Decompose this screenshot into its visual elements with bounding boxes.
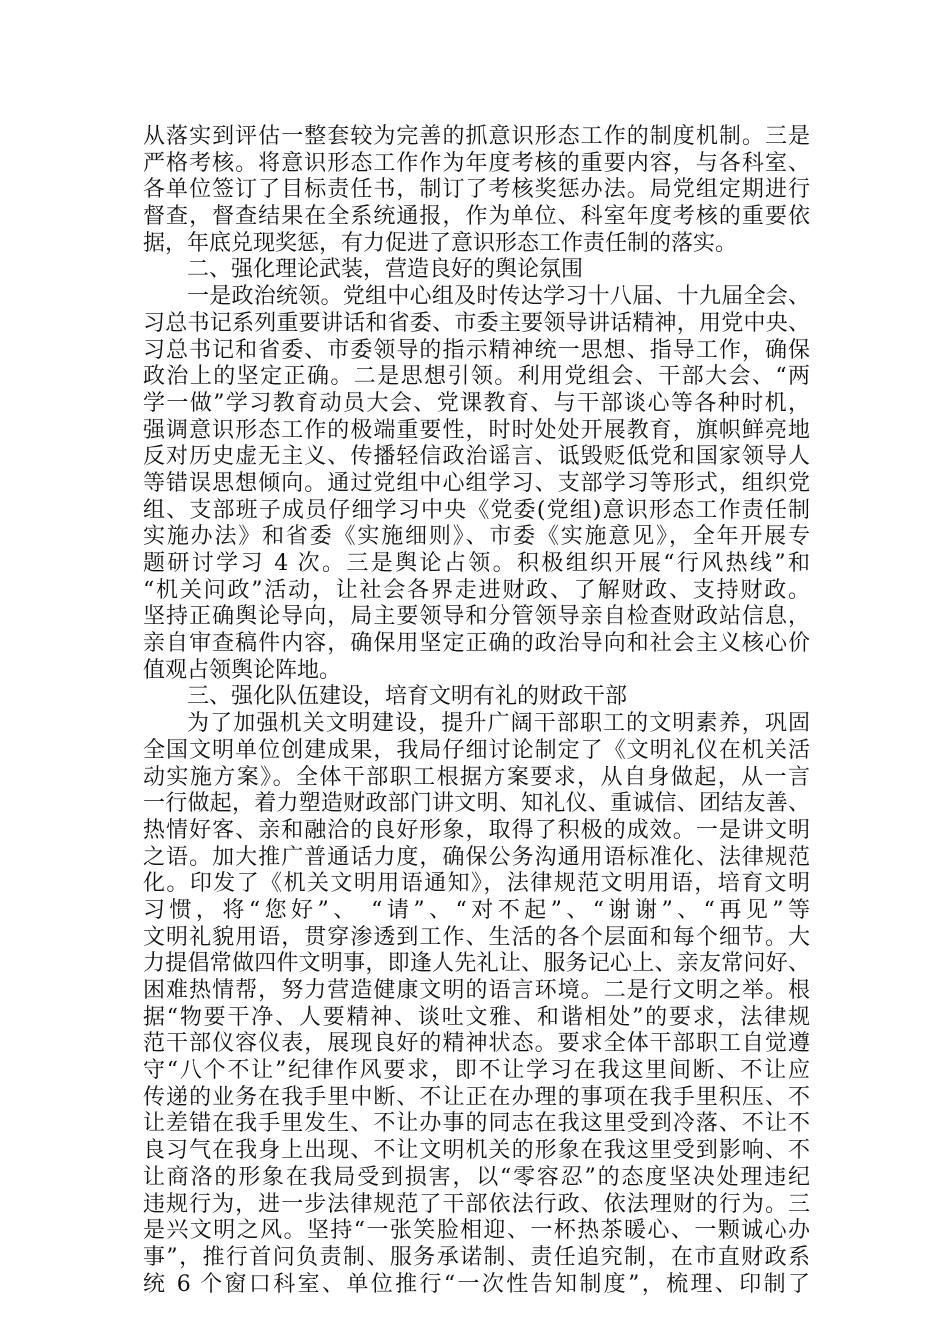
text-line: 一行做起，着力塑造财政部门讲文明、知礼仪、重诚信、团结友善、 bbox=[143, 791, 810, 817]
text-line: 三、强化队伍建设，培育文明有礼的财政干部 bbox=[187, 684, 628, 710]
text-line: 二、强化理论武装，营造良好的舆论氛围 bbox=[187, 257, 584, 283]
text-line: 全国文明单位创建成果，我局仔细讨论制定了《文明礼仪在机关活 bbox=[143, 737, 810, 763]
text-line: 文明礼貌用语，贯穿渗透到工作、生活的各个层面和每个细节。大 bbox=[143, 924, 810, 950]
text-line: 从落实到评估一整套较为完善的抓意识形态工作的制度机制。三是 bbox=[143, 124, 810, 149]
text-line: 范干部仪容仪表，展现良好的精神状态。要求全体干部职工自觉遵 bbox=[143, 1031, 810, 1057]
text-line: 坚持正确舆论导向，局主要领导和分管领导亲自检查财政站信息， bbox=[143, 604, 810, 630]
text-line: 政治上的坚定正确。二是思想引领。利用党组会、干部大会、“两 bbox=[143, 364, 810, 390]
text-line: 让商洛的形象在我局受到损害，以“零容忍”的态度坚决处理违纪 bbox=[143, 1164, 810, 1190]
document-page bbox=[143, 124, 810, 1298]
text-line: 反对历史虚无主义、传播轻信政治谣言、诋毁贬低党和国家领导人 bbox=[143, 444, 810, 470]
text-line: 习总书记和省委、市委领导的指示精神统一思想、指导工作，确保 bbox=[143, 337, 810, 363]
text-line: 之语。加大推广普通话力度，确保公务沟通用语标准化、法律规范 bbox=[143, 844, 810, 870]
text-line: 为了加强机关文明建设，提升广阔干部职工的文明素养，巩固 bbox=[187, 711, 810, 737]
text-line: 困难热情帮，努力营造健康文明的语言环境。二是行文明之举。根 bbox=[143, 978, 810, 1003]
text-line: 督查，督查结果在全系统通报，作为单位、科室年度考核的重要依 bbox=[143, 204, 810, 230]
text-line: 守“八个不让”纪律作风要求，即不让学习在我这里间断、不让应 bbox=[143, 1058, 810, 1084]
text-line: 事”，推行首问负责制、服务承诺制、责任追究制，在市直财政系 bbox=[143, 1244, 810, 1270]
text-line: 强调意识形态工作的极端重要性，时时处处开展教育，旗帜鲜亮地 bbox=[143, 417, 810, 443]
text-line: 习惯，将“您好”、 “请”、“对不起”、“谢谢”、“再见”等 bbox=[143, 897, 810, 923]
text-line: 热情好客、亲和融洽的良好形象，取得了积极的成效。一是讲文明 bbox=[143, 817, 810, 843]
text-line: 是兴文明之风。坚持“一张笑脸相迎、一杯热茶暖心、一颗诚心办 bbox=[143, 1218, 810, 1244]
text-line: 值观占领舆论阵地。 bbox=[143, 657, 342, 683]
text-line: 严格考核。将意识形态工作作为年度考核的重要内容，与各科室、 bbox=[143, 150, 810, 176]
text-line: 违规行为，进一步法律规范了干部依法行政、依法理财的行为。三 bbox=[143, 1191, 810, 1217]
text-line: 良习气在我身上出现、不让文明机关的形象在我这里受到影响、不 bbox=[143, 1138, 810, 1164]
text-line: “机关问政”活动，让社会各界走进财政、了解财政、支持财政。 bbox=[143, 577, 810, 603]
text-line: 据，年底兑现奖惩，有力促进了意识形态工作责任制的落实。 bbox=[143, 230, 738, 256]
text-line: 学一做”学习教育动员大会、党课教育、与干部谈心等各种时机， bbox=[143, 390, 810, 416]
text-line: 实施办法》和省委《实施细则》、市委《实施意见》，全年开展专 bbox=[143, 524, 810, 550]
text-line: 化。印发了《机关文明用语通知》，法律规范文明用语，培育文明 bbox=[143, 871, 810, 897]
text-line: 组、支部班子成员仔细学习中央《党委(党组)意识形态工作责任制 bbox=[143, 497, 810, 523]
text-line: 亲自审查稿件内容，确保用坚定正确的政治导向和社会主义核心价 bbox=[143, 631, 810, 657]
text-line: 等错误思想倾向。通过党组中心组学习、支部学习等形式，组织党 bbox=[143, 470, 810, 496]
text-line: 各单位签订了目标责任书，制订了考核奖惩办法。局党组定期进行 bbox=[143, 177, 810, 203]
text-line: 力提倡常做四件文明事，即逢人先礼让、服务记心上、亲友常问好、 bbox=[143, 951, 810, 977]
text-line: 一是政治统领。党组中心组及时传达学习十八届、十九届全会、 bbox=[187, 284, 810, 310]
text-line: 题研讨学习 4 次。三是舆论占领。积极组织开展“行风热线”和 bbox=[143, 551, 810, 576]
text-line: 动实施方案》。全体干部职工根据方案要求，从自身做起，从一言 bbox=[143, 764, 810, 790]
text-line: 让差错在我手里发生、不让办事的同志在我这里受到冷落、不让不 bbox=[143, 1111, 810, 1137]
text-line: 传递的业务在我手里中断、不让正在办理的事项在我手里积压、不 bbox=[143, 1084, 810, 1110]
text-line: 统 6 个窗口科室、单位推行“一次性告知制度”，梳理、印制了 bbox=[143, 1271, 810, 1297]
text-line: 据“物要干净、人要精神、谈吐文雅、和谐相处”的要求，法律规 bbox=[143, 1004, 810, 1030]
text-line: 习总书记系列重要讲话和省委、市委主要领导讲话精神，用党中央、 bbox=[143, 310, 810, 336]
